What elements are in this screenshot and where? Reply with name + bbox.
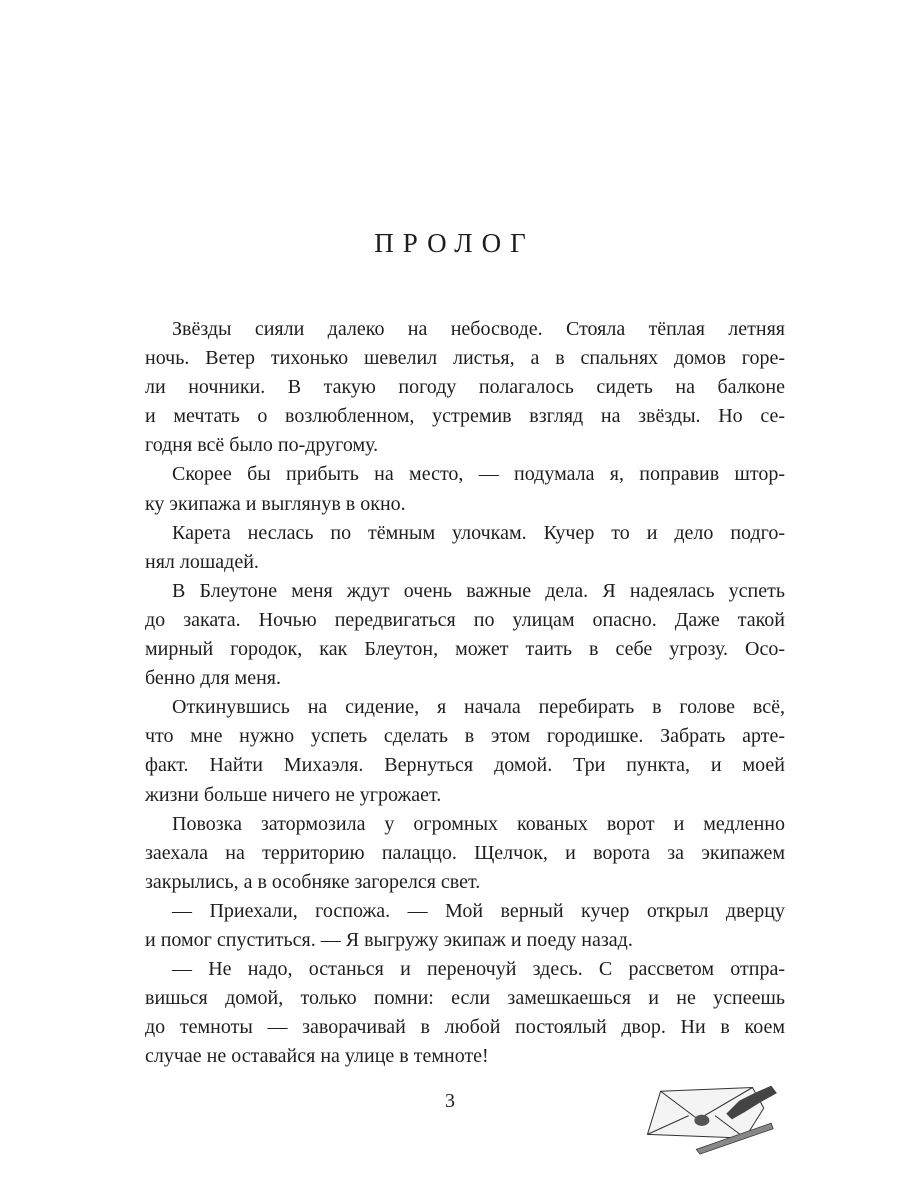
paragraph xyxy=(145,955,785,1071)
text-line: до темноты — заворачивай в любой постоялый двор. Ни в коем xyxy=(145,1016,785,1039)
text-line: ночь. Ветер тихонько шевелил листья, а в спальнях домов горе- xyxy=(145,347,785,370)
text-line: Карета неслась по тёмным улочкам. Кучер то и дело подго- xyxy=(172,521,785,544)
text-line: Повозка затормозила у огромных кованых ворот и медленно xyxy=(172,812,785,835)
paragraph xyxy=(145,693,785,809)
text-line: ли ночники. В такую погоду полагалось сидеть на балконе xyxy=(145,376,785,399)
text-line: Откинувшись на сидение, я начала перебирать в голове всё, xyxy=(172,696,785,719)
text-line: годня всё было по-другому. xyxy=(145,434,379,457)
text-line: бенно для меня. xyxy=(145,667,281,690)
envelope-with-wax-seal-icon xyxy=(640,1080,790,1155)
paragraph xyxy=(145,810,785,897)
text-line: до заката. Ночью передвигаться по улицам опасно. Даже такой xyxy=(145,608,785,631)
text-line: — Не надо, останься и переночуй здесь. С рассветом отпра- xyxy=(172,958,785,981)
text-line: вишься домой, только помни: если замешкаешься и не успеешь xyxy=(145,987,785,1010)
text-line: факт. Найти Михаэля. Вернуться домой. Три пункта, и моей xyxy=(145,754,785,777)
text-line: и помог спуститься. — Я выгружу экипаж и поеду назад. xyxy=(145,928,633,951)
text-line: случае не оставайся на улице в темноте! xyxy=(145,1045,489,1068)
text-line: заехала на территорию палаццо. Щелчок, и ворота за экипажем xyxy=(145,841,785,864)
text-line: — Приехали, госпожа. — Мой верный кучер открыл дверцу xyxy=(172,899,785,922)
text-line: нял лошадей. xyxy=(145,550,259,573)
chapter-body-text xyxy=(145,315,785,1071)
paragraph xyxy=(145,577,785,693)
text-line: закрылись, а в особняке загорелся свет. xyxy=(145,870,481,893)
paragraph xyxy=(145,315,785,460)
text-line: Скорее бы прибыть на место, — подумала я, поправив штор- xyxy=(172,463,785,486)
chapter-title: ПРОЛОГ xyxy=(374,228,535,258)
text-line: ку экипажа и выглянув в окно. xyxy=(145,492,406,515)
paragraph xyxy=(145,519,785,577)
text-line: В Блеутоне меня ждут очень важные дела. Я надеялась успеть xyxy=(172,579,785,602)
text-line: мирный городок, как Блеутон, может таить в себе угрозу. Осо- xyxy=(145,638,785,661)
text-line: и мечтать о возлюбленном, устремив взгляд на звёзды. Но се- xyxy=(145,405,785,428)
paragraph xyxy=(145,897,785,955)
text-line: жизни больше ничего не угрожает. xyxy=(145,783,442,806)
text-line: что мне нужно успеть сделать в этом городишке. Забрать арте- xyxy=(145,725,785,748)
page-number: 3 xyxy=(445,1090,455,1112)
paragraph xyxy=(145,460,785,518)
text-line: Звёзды сияли далеко на небосводе. Стояла тёплая летняя xyxy=(172,318,785,340)
